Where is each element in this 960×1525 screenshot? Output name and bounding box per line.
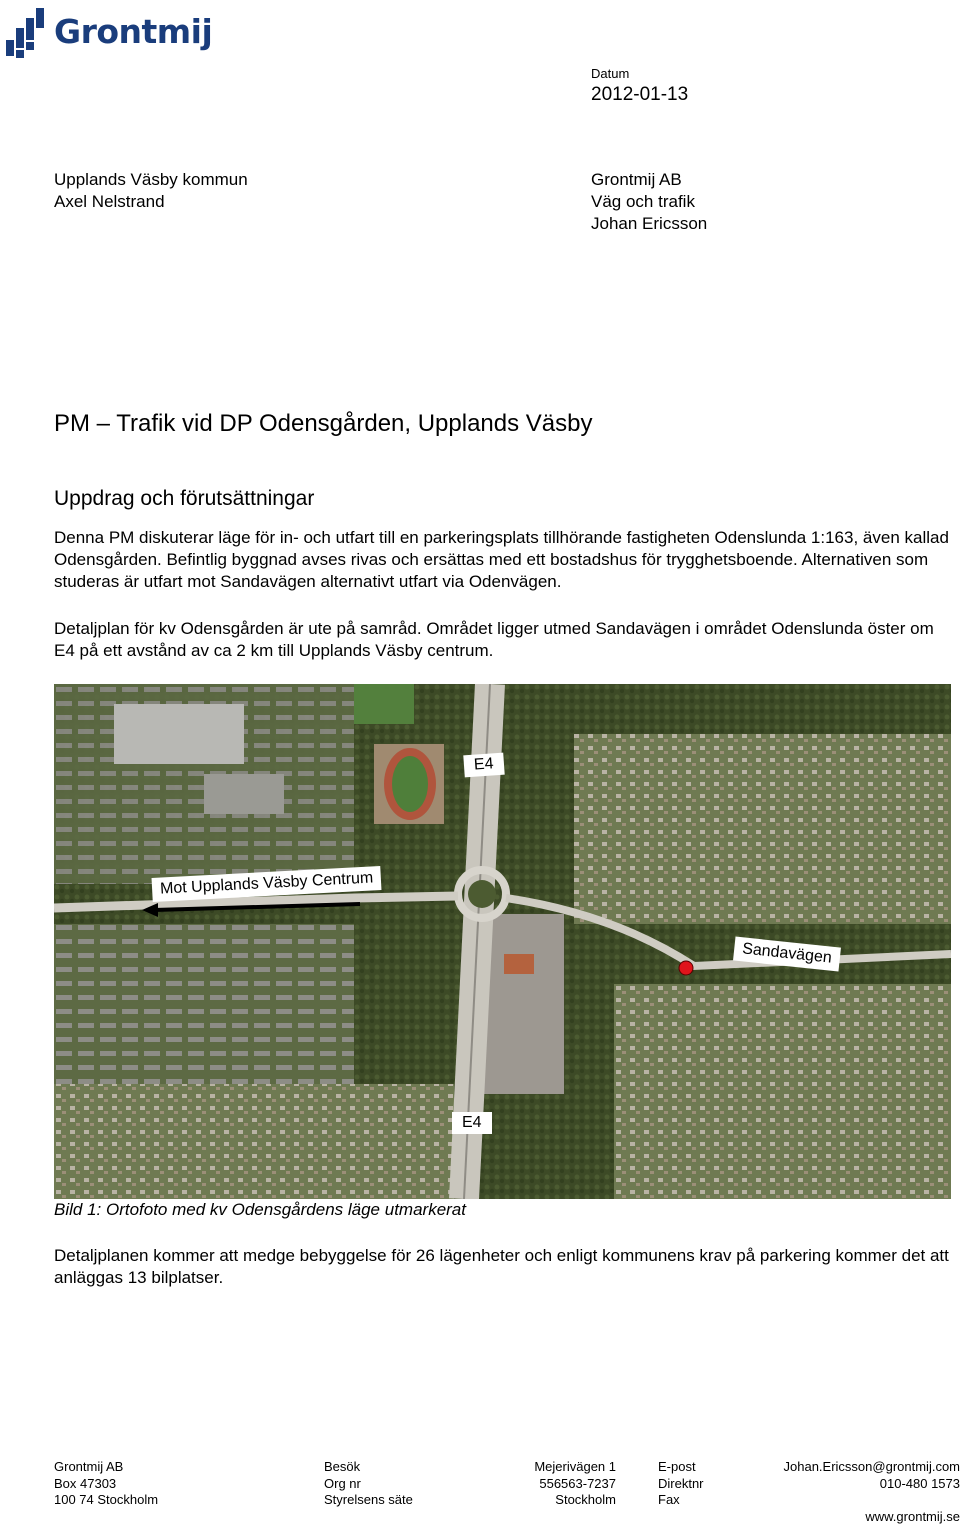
- section-heading: Uppdrag och förutsättningar: [54, 487, 314, 511]
- sender-dept: Väg och trafik: [591, 191, 707, 213]
- map-label-e4-bottom: E4: [452, 1112, 492, 1134]
- footer-visit-value: Mejerivägen 1: [496, 1459, 616, 1476]
- footer-email-link[interactable]: Johan.Ericsson@grontmij.com: [740, 1459, 960, 1476]
- grontmij-logo-text: Grontmij: [54, 12, 212, 51]
- footer-col-values: [496, 1459, 616, 1509]
- odensgarden-marker-icon: [679, 961, 693, 975]
- paragraph-1: Denna PM diskuterar läge för in- och utfart till en parkeringsplats tillhörande fastigheten Odenslunda 1:163, även kallad Odensgården. Befintlig byggnad avses rivas och ersättas med ett bostadshus för trygghetsboende. Alternativen som studeras är utfart mot Sandavägen alternativt utfart via Odenvägen.: [54, 527, 954, 593]
- footer-fax-label: Fax: [658, 1492, 704, 1509]
- footer-seat-label: Styrelsens säte: [324, 1492, 413, 1509]
- footer-orgnr-value: 556563-7237: [496, 1476, 616, 1493]
- footer-website-link[interactable]: www.grontmij.se: [740, 1509, 960, 1525]
- document-title: PM – Trafik vid DP Odensgården, Upplands Väsby: [54, 410, 593, 438]
- footer-direct-value: 010-480 1573: [740, 1476, 960, 1493]
- paragraph-2: Detaljplan för kv Odensgården är ute på samråd. Området ligger utmed Sandavägen i området Odenslunda öster om E4 på ett avstånd av ca 2 km till Upplands Väsby centrum.: [54, 618, 954, 662]
- footer-col-contact-labels: [658, 1459, 704, 1509]
- recipient-person: Axel Nelstrand: [54, 191, 248, 213]
- footer-box: Box 47303: [54, 1476, 158, 1493]
- footer-email-label: E-post: [658, 1459, 704, 1476]
- footer-col-company: [54, 1459, 158, 1509]
- sender-block: [591, 169, 707, 235]
- paragraph-3: Detaljplanen kommer att medge bebyggelse för 26 lägenheter och enligt kommunens krav på parkering kommer det att anläggas 13 bilplatser.: [54, 1245, 954, 1289]
- footer-visit-label: Besök: [324, 1459, 413, 1476]
- footer-direct-label: Direktnr: [658, 1476, 704, 1493]
- date-value: 2012-01-13: [591, 84, 688, 106]
- recipient-org: Upplands Väsby kommun: [54, 169, 248, 191]
- footer-company-name: Grontmij AB: [54, 1459, 158, 1476]
- footer-col-labels: [324, 1459, 413, 1509]
- map-label-e4-top: E4: [463, 753, 504, 778]
- date-label: Datum: [591, 66, 629, 81]
- footer-postal: 100 74 Stockholm: [54, 1492, 158, 1509]
- sender-person: Johan Ericsson: [591, 213, 707, 235]
- map-label-centrum: Mot Upplands Väsby Centrum: [152, 866, 382, 902]
- image-caption: Bild 1: Ortofoto med kv Odensgårdens läge utmarkerat: [54, 1200, 466, 1220]
- grontmij-logo-mark-icon: [6, 8, 44, 58]
- sender-org: Grontmij AB: [591, 169, 707, 191]
- footer-orgnr-label: Org nr: [324, 1476, 413, 1493]
- recipient-block: [54, 169, 248, 213]
- footer-fax-value: [740, 1492, 960, 1509]
- map-label-sandavagen: Sandavägen: [733, 937, 841, 972]
- orthophoto-map: [54, 684, 951, 1199]
- footer-seat-value: Stockholm: [496, 1492, 616, 1509]
- footer-col-contact-values: [740, 1459, 960, 1525]
